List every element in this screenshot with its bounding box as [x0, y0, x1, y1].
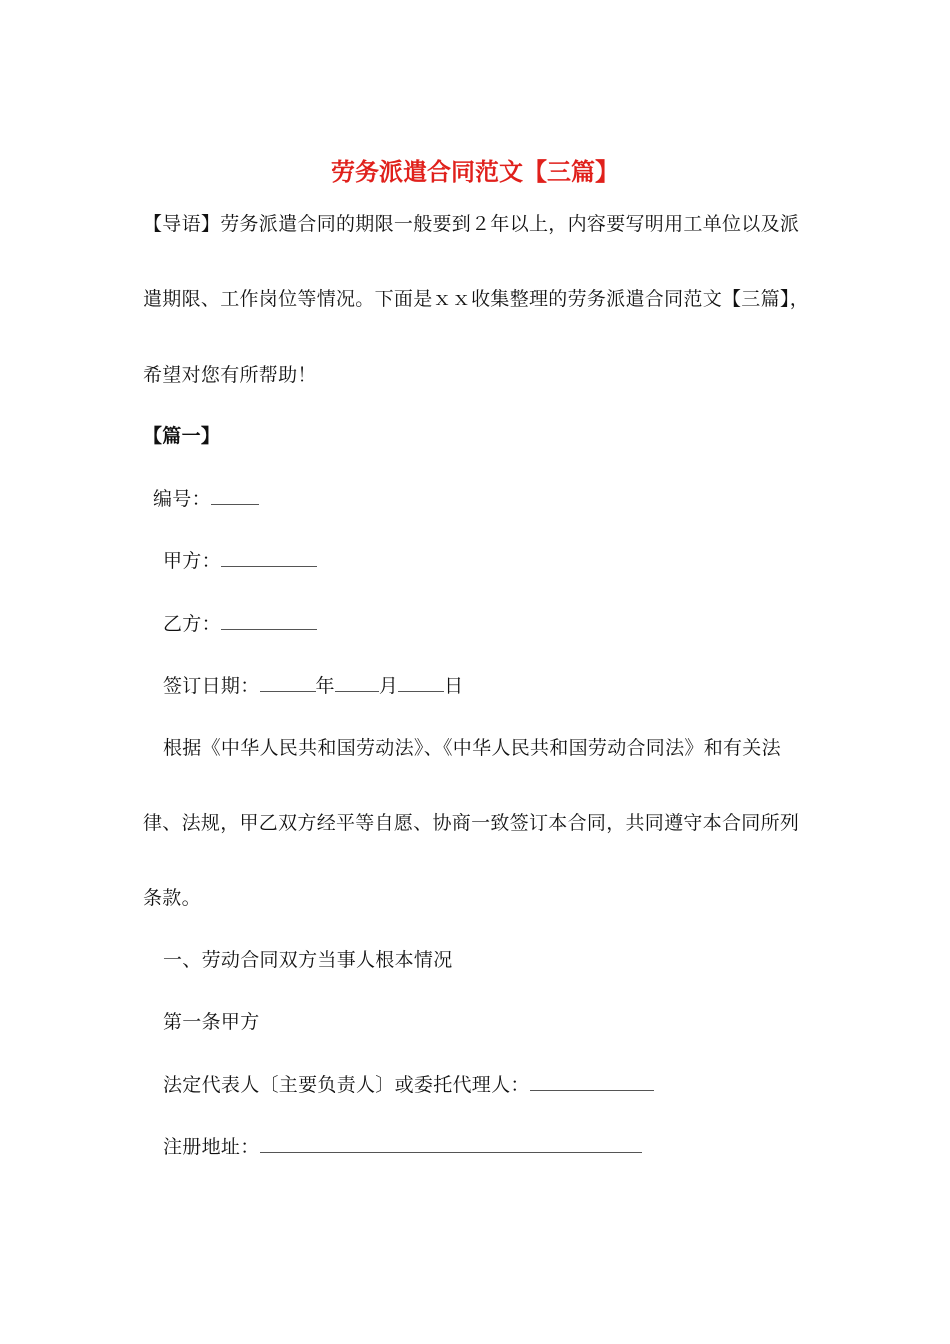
party-b-field — [163, 612, 317, 636]
year-label: 年 — [315, 675, 335, 697]
month-label: 月 — [378, 675, 399, 697]
date-label: 签订日期： — [163, 675, 260, 697]
month-blank — [335, 674, 379, 692]
party-a-blank — [221, 549, 317, 567]
number-blank — [211, 487, 259, 505]
intro-line-1: 【导语】劳务派遣合同的期限一般要到２年以上，内容要写明用工单位以及派 — [143, 213, 800, 235]
party-a-field — [163, 549, 317, 573]
intro-line-3: 希望对您有所帮助！ — [143, 364, 317, 386]
document-title: 劳务派遣合同范文【三篇】 — [331, 157, 619, 186]
basis-line-2: 律、法规，甲乙双方经平等自愿、协商一致签订本合同，共同遵守本合同所列 — [143, 812, 800, 834]
legal-rep-field — [163, 1073, 654, 1097]
number-field — [153, 487, 259, 511]
party-a-label: 甲方： — [163, 550, 221, 572]
section-heading: 【篇一】 — [143, 425, 221, 447]
year-blank — [260, 674, 316, 692]
day-label: 日 — [444, 675, 464, 697]
party-b-blank — [221, 612, 317, 630]
address-label: 注册地址： — [163, 1136, 260, 1158]
signing-date-field — [163, 674, 463, 698]
basis-line-3: 条款。 — [143, 887, 201, 909]
number-label: 编号： — [153, 488, 211, 510]
address-blank — [260, 1135, 642, 1153]
legal-rep-label: 法定代表人〔主要负责人〕或委托代理人： — [163, 1074, 530, 1096]
party-b-label: 乙方： — [163, 613, 221, 635]
address-field — [163, 1135, 642, 1159]
basis-line-1: 根据《中华人民共和国劳动法》、《中华人民共和国劳动合同法》和有关法 — [163, 737, 781, 759]
intro-line-2: 遣期限、工作岗位等情况。下面是ｘｘ收集整理的劳务派遣合同范文【三篇】， — [143, 288, 810, 310]
day-blank — [398, 674, 444, 692]
chapter-one-heading: 一、劳动合同双方当事人根本情况 — [163, 949, 453, 971]
legal-rep-blank — [530, 1073, 654, 1091]
article-one: 第一条甲方 — [163, 1011, 260, 1033]
